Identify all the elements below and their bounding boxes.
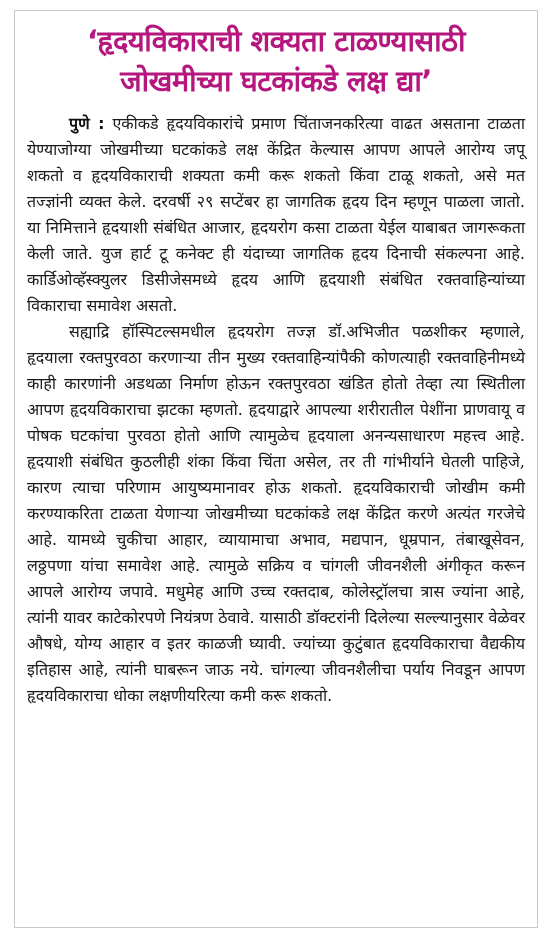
news-clipping [14, 10, 538, 928]
paragraph-1 [27, 111, 525, 319]
headline-line-1: ‘हृदयविकाराची शक्यता टाळण्यासाठी [87, 24, 465, 58]
headline [21, 21, 531, 101]
dateline: पुणे : [69, 114, 105, 133]
headline-line-2: जोखमीच्या घटकांकडे लक्ष द्या’ [120, 64, 432, 98]
article-body [27, 111, 525, 709]
paragraph-1-text: एकीकडे हृदयविकारांचे प्रमाण चिंताजनकरित्या वाढत असताना टाळता येण्याजोग्या जोखमीच्या घटकांकडे लक्ष केंद्रित केल्यास आपण आपले आरोग्य जपू शकतो व हृदयविकाराची शक्यता कमी करू शकतो किंवा टाळू शकतो, असे मत तज्ज्ञांनी व्यक्त केले. दरवर्षी २९ सप्टेंबर हा जागतिक हृदय दिन म्हणून पाळला जातो. या निमित्ताने हृदयाशी संबंधित आजार, हृदयरोग कसा टाळता येईल याबाबत जागरूकता केली जाते. युज हार्ट टू कनेक्ट ही यंदाच्या जागतिक हृदय दिनाची संकल्पना आहे. कार्डिओव्हॅस्क्युलर डिसीजेसमध्ये हृदय आणि हृदयाशी संबंधित रक्तवाहिन्यांच्या विकाराचा समावेश असतो. [27, 114, 525, 315]
paragraph-2: सह्याद्रि हॉस्पिटल्समधील हृदयरोग तज्ज्ञ डॉ.अभिजीत पळशीकर म्हणाले, हृदयाला रक्तपुरवठा करणाऱ्या तीन मुख्य रक्तवाहिन्यांपैकी कोणत्याही रक्तवाहिनीमध्ये काही कारणांनी अडथळा निर्माण होऊन रक्तपुरवठा खंडित होतो तेव्हा त्या स्थितीला आपण हृदयविकाराचा झटका म्हणतो. हृदयाद्वारे आपल्या शरीरातील पेशींना प्राणवायू व पोषक घटकांचा पुरवठा होतो आणि त्यामुळेच हृदयाला अनन्यसाधारण महत्त्व आहे. हृदयाशी संबंधित कुठलीही शंका किंवा चिंता असेल, तर ती गांभीर्याने घेतली पाहिजे, कारण त्याचा परिणाम आयुष्यमानावर होऊ शकतो. हृदयविकाराची जोखीम कमी करण्याकरिता टाळता येणाऱ्या जोखमीच्या घटकांकडे लक्ष केंद्रित करणे अत्यंत गरजेचे आहे. यामध्ये चुकीचा आहार, व्यायामाचा अभाव, मद्यपान, धूम्रपान, तंबाखूसेवन, लठ्ठपणा यांचा समावेश आहे. त्यामुळे सक्रिय व चांगली जीवनशैली अंगीकृत करून आपले आरोग्य जपावे. मधुमेह आणि उच्च रक्तदाब, कोलेस्ट्रॉलचा त्रास ज्यांना आहे, त्यांनी यावर काटेकोरपणे नियंत्रण ठेवावे. यासाठी डॉक्टरांनी दिलेल्या सल्ल्यानुसार वेळेवर औषधे, योग्य आहार व इतर काळजी घ्यावी. ज्यांच्या कुटुंबात हृदयविकाराचा वैद्यकीय इतिहास आहे, त्यांनी घाबरून जाऊ नये. चांगल्या जीवनशैलीचा पर्याय निवडून आपण हृदयविकाराचा धोका लक्षणीयरित्या कमी करू शकतो. [27, 322, 525, 705]
